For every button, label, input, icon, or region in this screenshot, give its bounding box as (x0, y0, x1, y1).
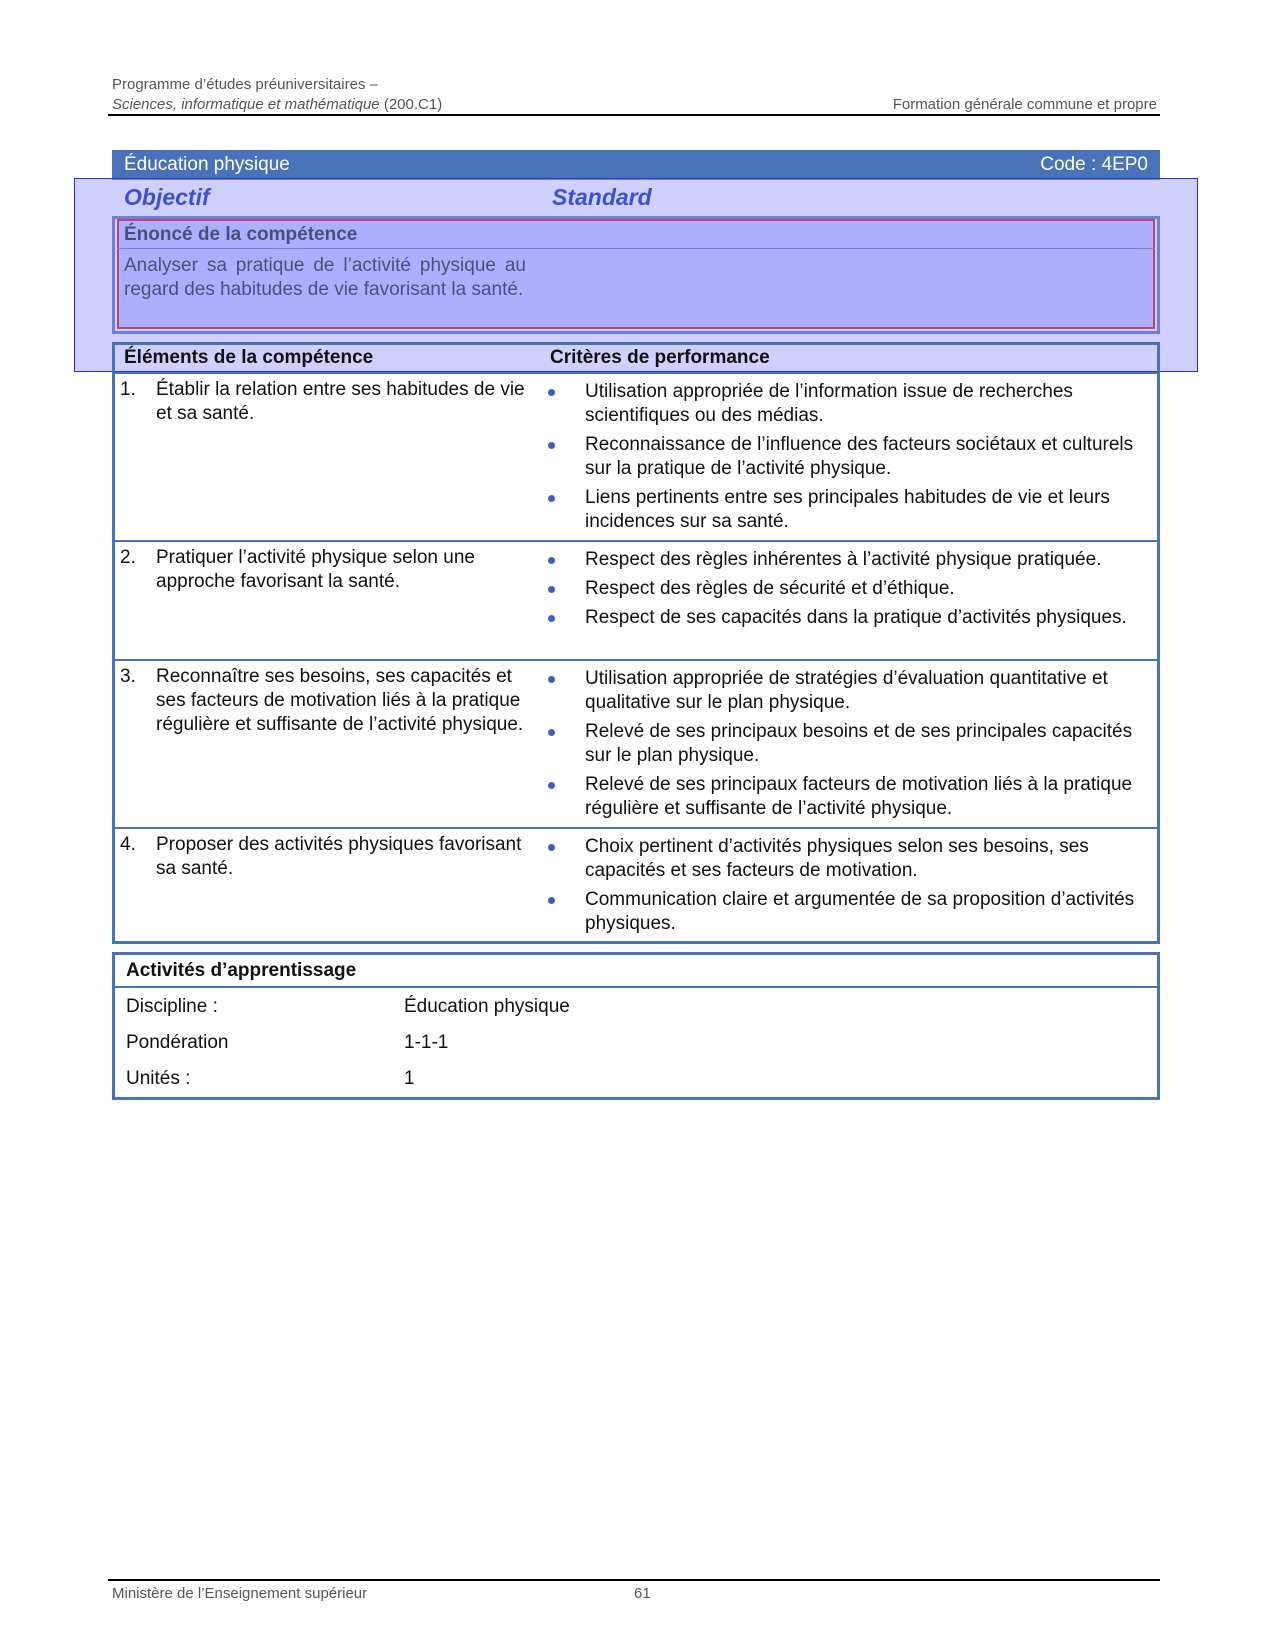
activites-title: Activités d’apprentissage (126, 960, 357, 981)
bullet-icon (548, 557, 555, 564)
subject-title-bar (112, 150, 1160, 180)
criteres-header: Critères de performance (550, 347, 770, 368)
element-row-3 (120, 665, 530, 737)
critere-text: Choix pertinent d’activités physiques selon ses besoins, ses capacités et ses facteurs de motivation. (585, 836, 1089, 881)
element-text: Proposer des activités physiques favorisant sa santé. (156, 834, 522, 879)
ponderation-value: 1-1-1 (404, 1032, 449, 1053)
element-text: Pratiquer l’activité physique selon une approche favorisant la santé. (156, 547, 475, 592)
critere-text: Respect des règles de sécurité et d’éthique. (585, 578, 955, 599)
header-right-text: Formation générale commune et propre (892, 96, 1157, 113)
page-number: 61 (634, 1585, 651, 1602)
critere-text: Communication claire et argumentée de sa proposition d’activités physiques. (585, 889, 1135, 934)
critere-item (548, 835, 1152, 883)
standard-heading: Standard (552, 184, 652, 210)
bullet-icon (548, 615, 555, 622)
element-row-1 (120, 378, 530, 426)
element-text: Établir la relation entre ses habitudes de vie et sa santé. (156, 379, 525, 424)
critere-item (548, 667, 1152, 715)
critere-text: Relevé de ses principaux facteurs de motivation liés à la pratique régulière et suffisante de l’activité physique. (585, 774, 1133, 819)
discipline-label: Discipline : (126, 996, 218, 1017)
bullet-icon (548, 442, 555, 449)
critere-item (548, 433, 1152, 481)
enonce-title: Énoncé de la compétence (124, 224, 358, 245)
objectif-heading: Objectif (124, 184, 210, 210)
element-number: 1. (120, 379, 136, 400)
footer-ministry: Ministère de l’Enseignement supérieur (112, 1585, 368, 1602)
footer-rule (108, 1579, 1160, 1581)
critere-text: Liens pertinents entre ses principales habitudes de vie et leurs incidences sur sa santé. (585, 487, 1110, 532)
critere-text: Respect de ses capacités dans la pratique d’activités physiques. (585, 607, 1127, 628)
critere-item (548, 486, 1152, 534)
bullet-icon (548, 676, 555, 683)
row-divider (112, 659, 1160, 661)
critere-text: Utilisation appropriée de stratégies d’évaluation quantitative et qualitative sur le plan physique. (585, 668, 1108, 713)
discipline-value: Éducation physique (404, 996, 570, 1017)
header-program-italic: Sciences, informatique et mathématique (112, 96, 380, 113)
bullet-icon (548, 389, 555, 396)
enonce-text: Analyser sa pratique de l’activité physique au regard des habitudes de vie favorisant la santé. (124, 255, 526, 300)
critere-item (548, 606, 1152, 630)
subject-name: Éducation physique (124, 154, 290, 175)
bullet-icon (548, 586, 555, 593)
critere-text: Relevé de ses principaux besoins et de ses principales capacités sur le plan physique. (585, 721, 1133, 766)
header-rule (108, 114, 1160, 116)
bullet-icon (548, 897, 555, 904)
critere-item (548, 773, 1152, 821)
row-divider (112, 827, 1160, 829)
critere-text: Utilisation appropriée de l’information issue de recherches scientifiques ou des médias. (585, 381, 1073, 426)
header-program-name (112, 96, 442, 113)
row-divider (112, 540, 1160, 542)
critere-item (548, 888, 1152, 936)
subject-code: Code : 4EP0 (1040, 154, 1148, 175)
element-number: 3. (120, 666, 136, 687)
critere-text: Respect des règles inhérentes à l’activité physique pratiquée. (585, 549, 1102, 570)
bullet-icon (548, 495, 555, 502)
unites-value: 1 (404, 1068, 415, 1089)
critere-item (548, 548, 1152, 572)
ponderation-label: Pondération (126, 1032, 229, 1053)
critere-text: Reconnaissance de l’influence des facteurs sociétaux et culturels sur la pratique de l’activité physique. (585, 434, 1134, 479)
element-number: 2. (120, 547, 136, 568)
critere-item (548, 577, 1152, 601)
element-row-2 (120, 546, 530, 594)
header-program-code: (200.C1) (383, 96, 443, 113)
header-program-info (112, 96, 1157, 113)
element-row-4 (120, 833, 530, 881)
elements-header: Éléments de la compétence (124, 347, 374, 368)
element-text: Reconnaître ses besoins, ses capacités et ses facteurs de motivation liés à la pratique régulière et suffisante de l’activité physique. (156, 666, 524, 735)
activites-divider (112, 986, 1160, 988)
bullet-icon (548, 844, 555, 851)
table-header-divider (112, 372, 1160, 374)
header-program-line: Programme d’études préuniversitaires – (112, 76, 378, 93)
critere-item (548, 720, 1152, 768)
unites-label: Unités : (126, 1068, 191, 1089)
bullet-icon (548, 729, 555, 736)
element-number: 4. (120, 834, 136, 855)
bullet-icon (548, 782, 555, 789)
critere-item (548, 380, 1152, 428)
